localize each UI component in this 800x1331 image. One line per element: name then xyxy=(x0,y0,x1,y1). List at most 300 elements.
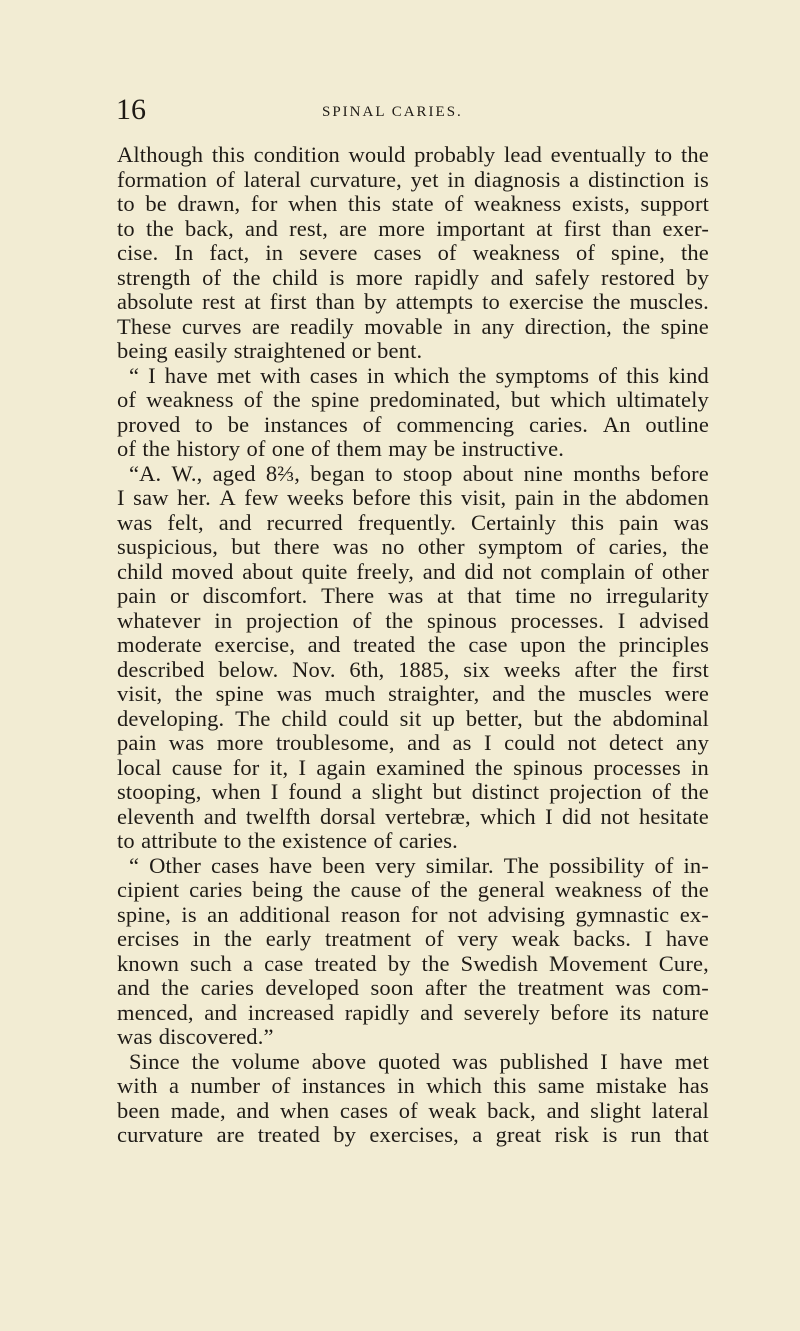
word: visit, xyxy=(461,485,507,510)
word: of xyxy=(311,436,331,461)
word: I xyxy=(617,607,626,633)
word: was xyxy=(276,681,313,706)
word: than xyxy=(315,289,355,314)
word: I xyxy=(117,485,125,510)
word: risk xyxy=(554,1122,589,1147)
word: cause xyxy=(350,877,402,902)
text-line xyxy=(117,217,709,242)
word: outline xyxy=(645,411,709,437)
word: whatever xyxy=(117,607,201,633)
word: months xyxy=(573,460,641,486)
word: distinct xyxy=(471,779,540,804)
word: of xyxy=(651,779,671,804)
word: in xyxy=(366,362,385,388)
word: have xyxy=(619,1048,663,1074)
word: the xyxy=(142,436,171,461)
word: advising xyxy=(487,901,566,927)
running-head: SPINAL CARIES. xyxy=(322,104,463,120)
word: no xyxy=(569,583,593,608)
word: There xyxy=(321,583,375,608)
word: would xyxy=(348,142,406,167)
word: this xyxy=(419,485,453,510)
word: in xyxy=(453,313,472,339)
word: ex- xyxy=(679,901,709,927)
word: be xyxy=(227,411,250,437)
text-line xyxy=(117,780,709,805)
word: very xyxy=(375,852,416,878)
word: or xyxy=(169,583,190,608)
word: 6th, xyxy=(349,656,385,682)
word: was xyxy=(387,583,424,608)
word: the xyxy=(145,215,174,241)
word: after xyxy=(424,975,467,1000)
word: rapidly xyxy=(344,999,410,1025)
word: made, xyxy=(170,1097,226,1123)
word: have xyxy=(164,362,208,388)
word: the xyxy=(630,656,659,682)
word: below. xyxy=(218,656,279,682)
word: examined xyxy=(376,754,465,780)
word: cise. xyxy=(117,240,159,265)
word: I xyxy=(298,754,307,780)
word: absolute xyxy=(117,289,194,314)
word: as xyxy=(452,730,472,755)
text-line xyxy=(117,707,709,732)
word: support xyxy=(640,191,709,216)
text-line xyxy=(117,315,709,340)
word: it, xyxy=(269,754,289,780)
text-line xyxy=(117,143,709,168)
word: with xyxy=(117,1073,158,1098)
word: readily xyxy=(290,313,354,339)
word: the xyxy=(573,705,602,731)
word: the xyxy=(247,828,276,853)
text-line xyxy=(117,1099,709,1124)
word: of xyxy=(398,1097,418,1123)
word: instructive. xyxy=(461,436,565,461)
word: in xyxy=(447,166,466,192)
word: began xyxy=(310,460,365,486)
word: slight xyxy=(371,779,423,804)
word: moved xyxy=(171,558,234,584)
text-line xyxy=(117,413,709,438)
word: stoop xyxy=(402,460,453,486)
word: caries. xyxy=(528,411,589,437)
word: any xyxy=(676,730,709,755)
word: to xyxy=(654,142,673,167)
word: not xyxy=(448,901,478,927)
word: weak xyxy=(428,1097,477,1123)
word: quoted xyxy=(378,1048,441,1074)
word: and xyxy=(490,264,524,290)
word: at xyxy=(244,289,261,314)
word: and xyxy=(203,803,237,829)
word: may xyxy=(388,436,428,461)
word: com- xyxy=(662,975,709,1000)
page-header xyxy=(92,90,708,130)
word: weeks xyxy=(287,485,344,510)
word: the xyxy=(224,926,253,951)
word: in xyxy=(265,240,284,265)
word: fact, xyxy=(209,240,250,265)
word: discovered.” xyxy=(158,1024,274,1049)
word: severely xyxy=(463,999,540,1025)
word: cipient xyxy=(117,877,180,902)
word: the xyxy=(161,975,190,1000)
body-text xyxy=(117,143,709,1148)
word: before xyxy=(650,460,709,486)
word: could xyxy=(338,705,389,731)
word: this xyxy=(571,509,605,535)
word: of xyxy=(654,852,674,878)
word: and xyxy=(422,558,456,584)
word: met xyxy=(674,1048,709,1074)
text-line xyxy=(117,878,709,903)
word: case xyxy=(468,632,508,657)
word: before xyxy=(550,999,609,1025)
word: back, xyxy=(487,1097,536,1123)
word: child xyxy=(117,558,163,584)
word: above xyxy=(311,1048,367,1074)
word: nine xyxy=(523,460,563,486)
word: the xyxy=(175,681,203,706)
word: when xyxy=(288,191,338,216)
word: direction, xyxy=(524,313,612,339)
word: caries xyxy=(200,975,254,1000)
word: advised xyxy=(639,607,709,633)
word: moderate xyxy=(117,632,202,657)
word: exercise xyxy=(508,289,584,314)
text-line xyxy=(117,1074,709,1099)
word: recurred xyxy=(266,509,343,535)
word: which xyxy=(550,387,607,412)
word: run xyxy=(630,1122,662,1147)
word: this xyxy=(493,1073,527,1098)
word: case xyxy=(264,950,304,976)
text-line xyxy=(117,731,709,756)
word: spine xyxy=(311,387,360,412)
word: the xyxy=(681,534,709,559)
word: spine xyxy=(660,313,709,339)
word: discomfort. xyxy=(202,583,308,608)
word: and xyxy=(492,681,526,706)
word: strength xyxy=(117,264,191,290)
word: found xyxy=(288,779,342,804)
text-line xyxy=(117,633,709,658)
word: severe xyxy=(299,240,358,265)
word: of xyxy=(576,240,596,265)
word: there xyxy=(273,534,320,559)
text-line xyxy=(117,266,709,291)
word: the xyxy=(458,362,487,388)
word: of xyxy=(634,558,654,584)
word: irregularity xyxy=(605,583,709,608)
word: other xyxy=(417,534,465,559)
word: cases xyxy=(309,362,358,388)
word: projection xyxy=(549,779,642,804)
word: after xyxy=(574,656,617,682)
word: no xyxy=(381,534,405,559)
word: the xyxy=(312,877,341,902)
word: spine xyxy=(215,681,264,706)
word: spinous xyxy=(513,754,584,780)
word: the xyxy=(475,754,503,780)
word: rest xyxy=(202,289,236,314)
word: cases xyxy=(211,852,260,878)
word: the xyxy=(232,264,261,290)
word: the xyxy=(478,975,507,1000)
word: troublesome, xyxy=(276,730,395,755)
word: to xyxy=(117,828,135,853)
text-line xyxy=(117,756,709,781)
word: pain xyxy=(514,485,555,510)
word: did xyxy=(464,558,494,584)
word: when xyxy=(211,779,261,804)
word: up xyxy=(432,705,456,731)
text-line xyxy=(117,192,709,217)
word: about xyxy=(242,558,294,584)
word: twelfth xyxy=(245,803,311,829)
word: for xyxy=(410,901,438,927)
word: them xyxy=(336,436,382,461)
word: about xyxy=(462,460,514,486)
word: similar. xyxy=(425,852,494,878)
text-line xyxy=(117,1001,709,1026)
word: caries, xyxy=(608,534,668,559)
word: condition xyxy=(253,142,340,167)
word: soon xyxy=(370,975,414,1000)
word: in xyxy=(192,926,211,951)
word: mistake xyxy=(596,1073,668,1098)
word: ultimately xyxy=(616,387,709,412)
word: is xyxy=(693,166,709,192)
word: not xyxy=(600,803,630,829)
word: state xyxy=(391,191,434,216)
text-line xyxy=(117,388,709,413)
word: and xyxy=(236,1097,270,1123)
text-line xyxy=(117,682,709,707)
word: have xyxy=(665,926,709,951)
word: I xyxy=(148,362,156,388)
word: with xyxy=(260,362,301,388)
word: weeks xyxy=(503,656,561,682)
text-line xyxy=(117,658,709,683)
word: and xyxy=(546,1097,580,1123)
word: any xyxy=(481,313,515,339)
word: and xyxy=(117,975,150,1000)
word: back, xyxy=(185,215,234,241)
word: of xyxy=(373,828,393,853)
word: the xyxy=(537,681,566,706)
word: the xyxy=(272,387,301,412)
word: 1885, xyxy=(398,656,450,682)
word: The xyxy=(235,705,271,731)
word: the xyxy=(622,313,651,339)
word: visit, xyxy=(117,681,163,706)
word: first xyxy=(563,215,601,241)
word: the xyxy=(191,1048,220,1074)
word: by xyxy=(333,1122,357,1147)
word: curvature, xyxy=(309,166,402,192)
word: commencing xyxy=(396,411,515,437)
word: general xyxy=(477,877,546,902)
word: freely, xyxy=(356,558,414,584)
word: which xyxy=(480,803,536,829)
word: but xyxy=(432,779,462,804)
word: muscles. xyxy=(629,289,709,314)
word: and xyxy=(245,215,278,241)
word: I xyxy=(484,730,492,755)
word: These xyxy=(117,313,172,339)
word: symptoms xyxy=(495,362,590,388)
word: the xyxy=(680,240,709,265)
word: of xyxy=(424,926,444,951)
word: in xyxy=(562,485,581,510)
text-line xyxy=(117,1050,709,1075)
word: pain xyxy=(619,509,659,535)
page-number: 16 xyxy=(116,93,146,126)
word: early xyxy=(265,926,312,951)
text-line xyxy=(117,1123,709,1148)
word: of xyxy=(362,411,382,437)
word: menced, xyxy=(117,999,194,1025)
word: by xyxy=(363,289,387,314)
text-line xyxy=(117,339,709,364)
word: processes. xyxy=(510,607,604,633)
word: the xyxy=(589,485,617,510)
text-line xyxy=(117,168,709,193)
word: few xyxy=(244,485,279,510)
word: straightened xyxy=(233,338,346,363)
word: curvature xyxy=(117,1122,204,1147)
word: spine, xyxy=(117,901,172,927)
word: attempts xyxy=(395,289,474,314)
word: did xyxy=(562,803,592,829)
word: was xyxy=(117,509,153,535)
word: important xyxy=(436,215,526,241)
word: by xyxy=(686,264,709,290)
word: sit xyxy=(399,705,422,731)
word: but xyxy=(533,705,563,731)
word: to xyxy=(195,411,213,437)
word: projection xyxy=(246,607,339,633)
word: lateral xyxy=(651,1097,709,1123)
word: detect xyxy=(608,730,664,755)
word: a xyxy=(168,1073,180,1098)
word: “ xyxy=(129,852,140,878)
text-line xyxy=(117,927,709,952)
word: weakness xyxy=(146,387,234,412)
word: an xyxy=(207,901,229,927)
word: weakness xyxy=(554,877,643,902)
word: the xyxy=(421,950,450,976)
word: predominated, xyxy=(369,387,501,412)
word: of xyxy=(352,607,372,633)
word: of xyxy=(117,436,137,461)
word: known xyxy=(117,950,179,976)
word: exists, xyxy=(571,191,630,216)
word: I xyxy=(600,1048,608,1074)
word: developed xyxy=(265,975,360,1000)
text-line xyxy=(117,854,709,879)
word: Since xyxy=(129,1048,180,1074)
word: first xyxy=(671,656,709,682)
word: was xyxy=(673,509,709,535)
word: than xyxy=(612,215,652,241)
word: proved xyxy=(117,411,181,437)
word: treated xyxy=(314,950,377,976)
word: cases xyxy=(339,1097,389,1123)
word: Other xyxy=(149,852,202,878)
word: “ xyxy=(129,362,140,388)
word: child xyxy=(272,264,318,290)
word: possibility xyxy=(549,852,645,878)
word: A xyxy=(219,485,236,510)
word: treated xyxy=(257,1122,321,1147)
word: suspicious, xyxy=(117,534,219,559)
word: again xyxy=(316,754,366,780)
word: saw xyxy=(133,485,169,510)
word: a xyxy=(472,1122,483,1147)
word: could xyxy=(504,730,555,755)
word: but xyxy=(231,534,261,559)
word: to xyxy=(117,215,135,241)
text-line xyxy=(117,290,709,315)
word: for xyxy=(250,191,278,216)
text-line xyxy=(117,560,709,585)
word: are xyxy=(339,215,368,241)
word: the xyxy=(680,779,709,804)
word: other xyxy=(661,558,709,584)
word: and xyxy=(307,632,341,657)
word: abdomen xyxy=(625,485,709,510)
word: very xyxy=(457,926,499,951)
word: probably xyxy=(414,142,496,167)
word: increased xyxy=(247,999,335,1025)
word: reason xyxy=(340,901,401,927)
word: backs. xyxy=(573,926,632,951)
word: Swedish xyxy=(460,950,538,976)
word: its xyxy=(619,999,642,1025)
word: in- xyxy=(683,852,709,878)
word: I xyxy=(545,803,553,829)
word: was xyxy=(168,730,205,755)
word: which xyxy=(426,1073,482,1098)
word: more xyxy=(356,264,403,290)
word: An xyxy=(602,411,631,437)
text-line xyxy=(117,364,709,389)
word: of xyxy=(652,877,672,902)
word: spinous xyxy=(427,607,497,633)
word: same xyxy=(537,1073,585,1098)
word: this xyxy=(348,191,382,216)
word: spine, xyxy=(611,240,666,265)
word: and xyxy=(407,730,441,755)
word: Certainly xyxy=(471,509,557,535)
word: met xyxy=(216,362,252,388)
word: time xyxy=(515,583,556,608)
word: in xyxy=(691,754,709,780)
word: local xyxy=(117,754,162,780)
text-line xyxy=(117,511,709,536)
word: of xyxy=(246,436,266,461)
word: formation xyxy=(117,166,208,192)
word: 8⅔, xyxy=(265,460,301,486)
word: this xyxy=(626,362,660,388)
word: hesitate xyxy=(638,803,709,829)
word: processes xyxy=(593,754,681,780)
word: Although xyxy=(117,142,204,167)
